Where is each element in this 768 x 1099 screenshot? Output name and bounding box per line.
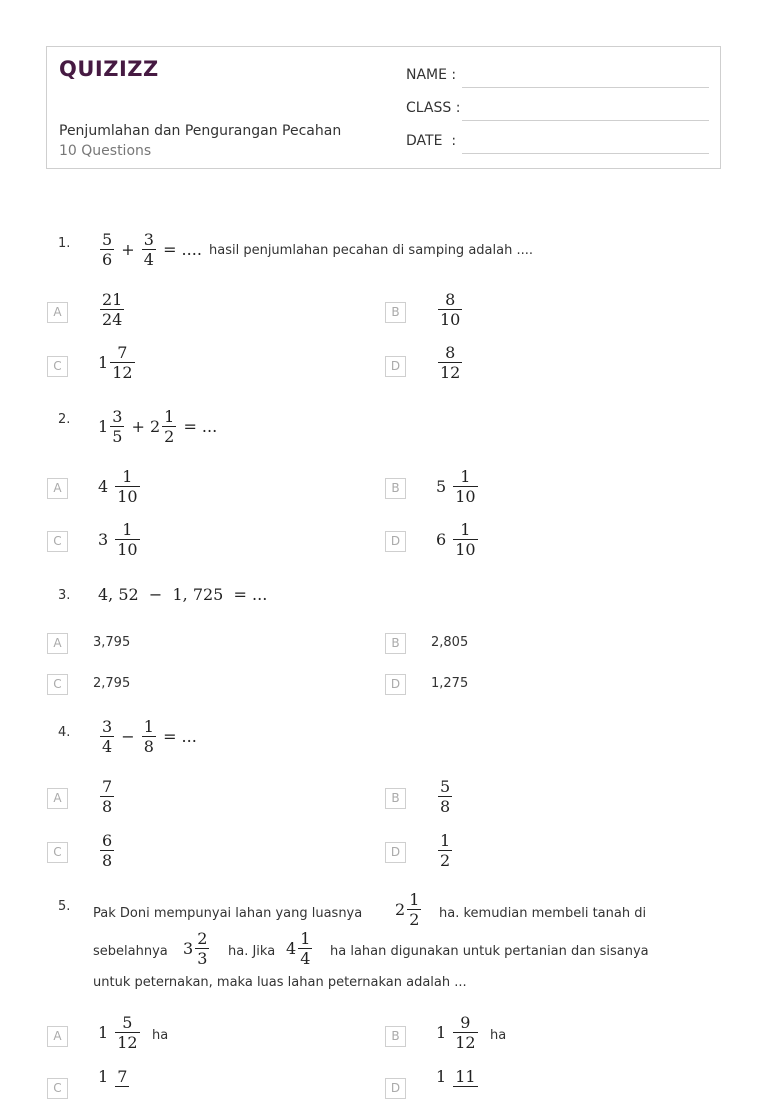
class-label: CLASS :: [406, 100, 461, 116]
date-line: [462, 153, 709, 154]
question-number: 1.: [58, 236, 71, 251]
option-letter: A: [47, 1026, 68, 1047]
option-letter: A: [47, 633, 68, 654]
option-letter: B: [385, 788, 406, 809]
option-letter: B: [385, 302, 406, 323]
question-expression: 4, 52 − 1, 725 = ...: [98, 585, 268, 604]
option-letter: A: [47, 788, 68, 809]
question-text: ha. Jika: [228, 944, 276, 959]
worksheet-header: [46, 46, 721, 169]
option-letter: C: [47, 531, 68, 552]
option-unit: ha: [152, 1028, 169, 1043]
option-answer: 2,795: [93, 676, 131, 691]
option-answer: 4 $\frac{1}{10}$: [98, 467, 138, 506]
question-text: hasil penjumlahan pecahan di samping adalah ....: [209, 243, 533, 258]
option-letter: A: [47, 302, 68, 323]
option-letter: D: [385, 674, 406, 695]
option-answer: $\frac{8}{10}$: [440, 290, 461, 329]
option-answer: 3 $\frac{1}{10}$: [98, 520, 138, 559]
option-letter: B: [385, 478, 406, 499]
mixed-number: 3 $\frac{2}{3}$: [183, 929, 208, 968]
option-letter: D: [385, 356, 406, 377]
option-letter: D: [385, 531, 406, 552]
class-line: [462, 120, 709, 121]
option-answer: $\frac{7}{8}$: [102, 777, 113, 816]
option-answer: 2,805: [431, 635, 469, 650]
option-letter: C: [47, 1078, 68, 1099]
option-answer: 1,275: [431, 676, 469, 691]
date-label: DATE :: [406, 133, 457, 149]
option-answer: $\frac{5}{8}$: [440, 777, 451, 816]
question-text: untuk peternakan, maka luas lahan peternakan adalah ...: [93, 975, 467, 990]
option-answer: 1 11: [436, 1066, 476, 1086]
option-answer: 3,795: [93, 635, 131, 650]
question-text: ha. kemudian membeli tanah di: [439, 906, 647, 921]
question-number: 4.: [58, 725, 71, 740]
question-number: 2.: [58, 412, 71, 427]
question-expression: 1 $\frac{3}{5}$ + 2 $\frac{1}{2}$ = ...: [98, 407, 218, 446]
option-unit: ha: [490, 1028, 507, 1043]
question-text: sebelahnya: [93, 944, 168, 959]
option-answer: 6 $\frac{1}{10}$: [436, 520, 476, 559]
name-label: NAME :: [406, 67, 457, 83]
option-letter: D: [385, 842, 406, 863]
question-text: Pak Doni mempunyai lahan yang luasnya: [93, 906, 363, 921]
name-line: [462, 87, 709, 88]
option-letter: A: [47, 478, 68, 499]
question-expression: $\frac{3}{4}$ − $\frac{1}{8}$ = ...: [102, 717, 197, 756]
option-letter: B: [385, 1026, 406, 1047]
option-answer: 1 $\frac{9}{12}$: [436, 1013, 476, 1052]
option-answer: $\frac{1}{2}$: [440, 831, 451, 870]
question-count: 10 Questions: [59, 143, 152, 159]
question-number: 3.: [58, 588, 71, 603]
option-letter: C: [47, 842, 68, 863]
option-letter: B: [385, 633, 406, 654]
option-answer: $\frac{6}{8}$: [102, 831, 113, 870]
option-answer: 1 7: [98, 1066, 128, 1086]
option-answer: 5 $\frac{1}{10}$: [436, 467, 476, 506]
option-letter: C: [47, 356, 68, 377]
option-letter: C: [47, 674, 68, 695]
option-answer: $\frac{21}{24}$: [102, 290, 123, 329]
mixed-number: 2 $\frac{1}{2}$: [395, 890, 420, 929]
mixed-number: 4 $\frac{1}{4}$: [286, 929, 311, 968]
option-answer: 1 $\frac{7}{12}$: [98, 343, 133, 382]
quizizz-logo: QUIZIZZ: [59, 57, 159, 81]
option-answer: 1 $\frac{5}{12}$: [98, 1013, 138, 1052]
worksheet-title: Penjumlahan dan Pengurangan Pecahan: [59, 123, 342, 139]
question-expression: $\frac{5}{6}$ + $\frac{3}{4}$ = ....: [102, 230, 202, 269]
question-text: ha lahan digunakan untuk pertanian dan sisanya: [330, 944, 649, 959]
question-number: 5.: [58, 899, 71, 914]
option-letter: D: [385, 1078, 406, 1099]
option-answer: $\frac{8}{12}$: [440, 343, 461, 382]
